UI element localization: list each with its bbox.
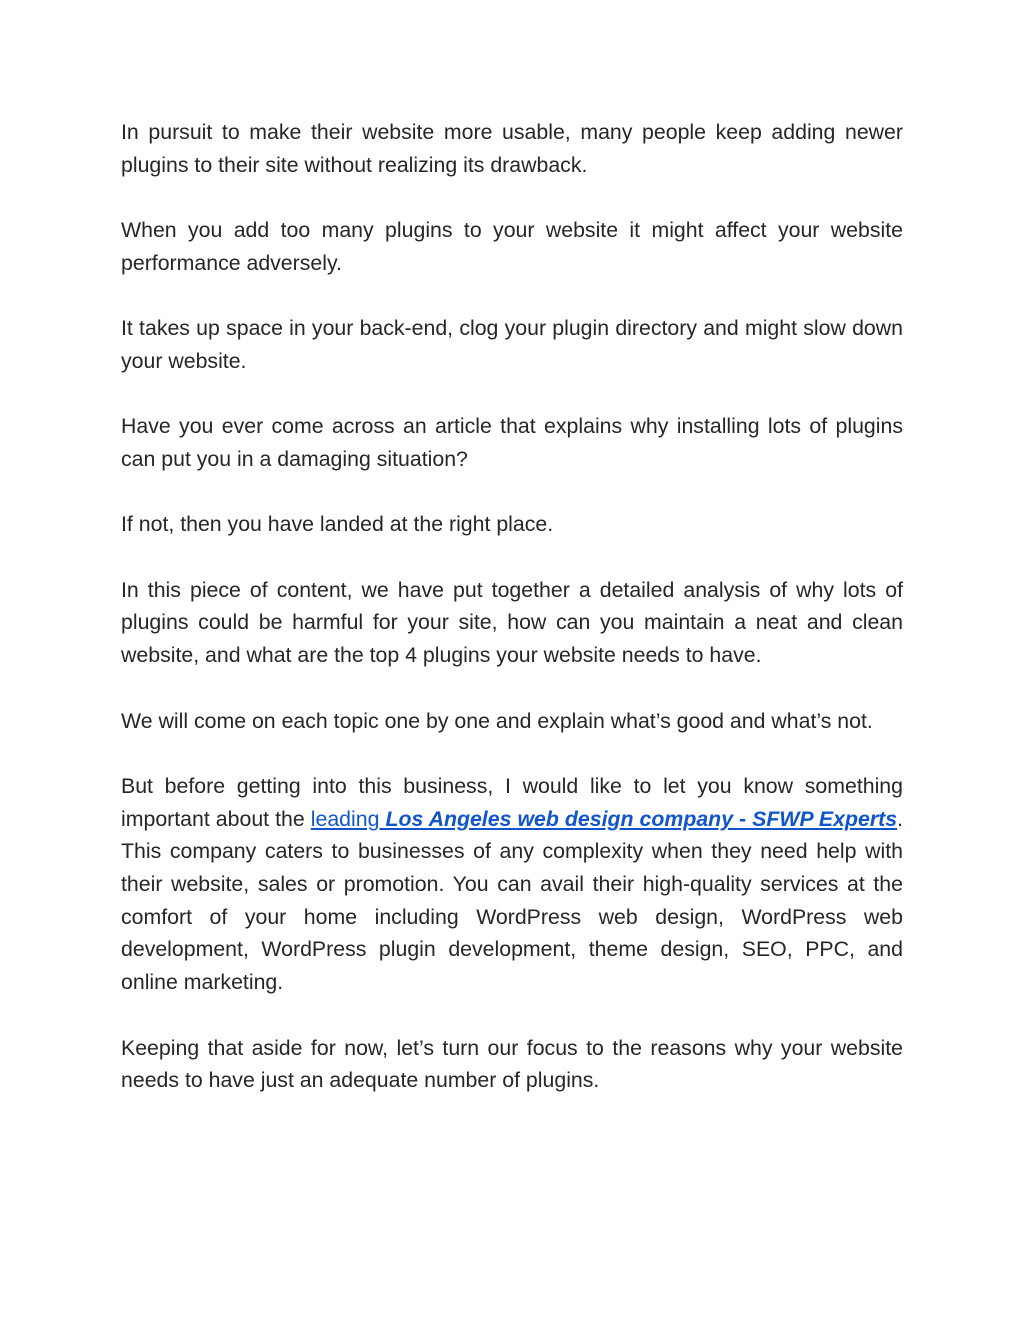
paragraph-backend: It takes up space in your back-end, clog your plugin directory and might slow down your website. — [121, 316, 903, 373]
company-link-plain: leading — [310, 806, 380, 831]
paragraph-right-place: If not, then you have landed at the right place. — [121, 512, 554, 537]
paragraph-analysis: In this piece of content, we have put together a detailed analysis of why lots of plugins could be harmful for your site, how can you maintain a neat and clean website, and what are the top 4 plugins your website needs to have. — [121, 577, 903, 668]
paragraph-closing: Keeping that aside for now, let’s turn our focus to the reasons why your website needs to have just an adequate number of plugins. — [121, 1035, 903, 1093]
paragraph-company — [121, 770, 903, 999]
paragraph-intro: In pursuit to make their website more usable, many people keep adding newer plugins to their site without realizing its drawback. — [121, 120, 903, 177]
document-page — [121, 116, 903, 1130]
paragraph-question: Have you ever come across an article that explains why installing lots of plugins can put you in a damaging situation? — [121, 414, 903, 471]
company-link-bold: Los Angeles web design company - SFWP Experts — [385, 806, 898, 831]
paragraph-performance: When you add too many plugins to your website it might affect your website performance adversely. — [121, 218, 903, 275]
paragraph-topics: We will come on each topic one by one and explain what’s good and what’s not. — [121, 708, 873, 733]
company-link[interactable] — [311, 807, 897, 831]
company-text-after: . This company caters to businesses of any complexity when they need help with their website, sales or promotion. You can avail their high-quality services at the comfort of your home including WordPress web design, WordPress web development, WordPress plugin development, theme design, SEO, PPC, and online marketing. — [121, 806, 903, 995]
company-text-before: But before getting into this business, I would like to let you know something important about the — [121, 773, 903, 831]
